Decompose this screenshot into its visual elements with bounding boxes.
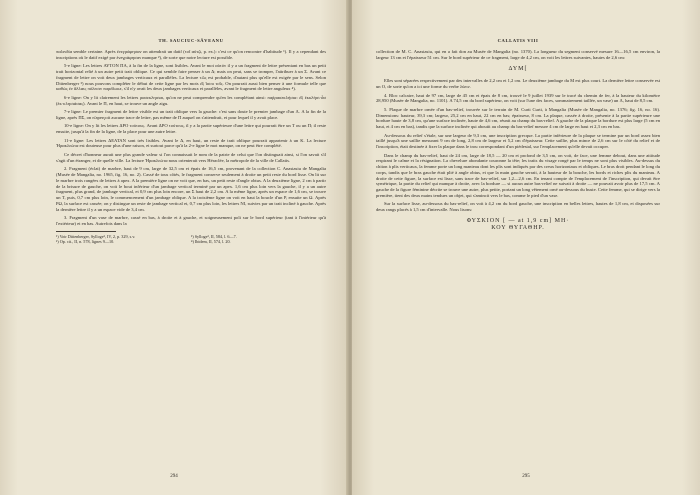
left-paragraph: 10-e ligne: On y lit les lettres ΔΡΟ τούτους. Avant ΔΡΟ τούτους, il y a la partie supérieure d'une lettre qui pourrait être un Τ ou un Π; il reste ensuite, jusqu'à la fin de la ligne, de la place pour une autre lettre. [56,123,326,135]
right-paragraph: Au-dessous du relief s'étale, sur une largeur de 9,3 cm, une inscription grecque. La partie inférieure de la plaque se termine par un bord assez bien taillé jusqu'à une saillie mesurant 9 cm de long, 2,8 cm de largeur et 5,2 cm d'épaisseur. Cette saillie, plus mince de 2,6 cm sur le côté du relief et de l'inscription, était destinée à fixer la plaque dans le trou correspondant d'un piédestal, sur l'emplacement qu'elle devait occuper. [376,132,660,150]
right-paragraph: Elles sont séparées respectivement par des intervalles de 2,2 cm et 1,2 cm. Le deuxième jambage du Μ est plus court. La dernière lettre conservée est un Ο, de sorte qu'on a ici une forme du verbe λύειν. [376,78,660,89]
footnote: ¹) Voir Dittenberger, Sylloge³, IV, 2, p. 329, s.v. [56,233,136,239]
left-paragraph: 5-e ligne: Les lettres ΑΥΤΟΝ ΠΑ, à la fin de la ligne, sont lisibles. Avant le mot αὐτόν il y a un fragment de lettre présentant en bas un petit trait horizontal relié à un autre petit trait oblique. Ce qui semble faire penser à un Δ; mais on peut, sans se tromper, l'attribuer à un Σ. Avant ce fragment de lettre on voit deux jambages verticaux et parallèles. La lecture τῶς est probable, d'autant plus qu'elle est exigée par le sens. Selon Dittenberger ³) nous pouvons compléter le début de cette ligne par les mots ἐξ ἴσου τοῖς. On pourrait aussi bien penser à une formule telle que καθὼς ἐν ἄλλαις πόλεσιν παρέδωκε, s'il n'y avait les deux jambages verticaux et parallèles, avant le fragment de lettre anguleux ⁴). [56,63,326,92]
left-paragraph: 3. Fragment d'un vase de marbre, cassé en bas, à droite et à gauche, et soigneusement poli sur le bord supérieur (tant à l'intérieur qu'à l'extérieur) et en bas. Autrefois dans la [56,215,326,226]
footnote: ³) Sylloge³, II, 584, l. 6—7. [191,233,237,239]
greek-inscription: ΦΥΣΚΙΟΝ [ — at 1,9 cm] ΜΗ· [466,217,570,224]
left-paragraph: Ce décret d'honneur aurait une plus grande valeur si l'on connaissait le nom de la patrie de celui que l'on distinguait ainsi, si l'on savait s'il s'agit d'un étranger, et de quelle ville. La lecture Ἡρακλεώτα nous orienterait vers Héraclée, la métropole de la ville de Callatis. [56,152,326,163]
right-page [352,0,700,495]
footnote-row [56,239,326,244]
right-running-header: CALLATIS VIII [497,38,539,43]
left-paragraph: 2. Fragment (éclat) de marbre, haut de 9 cm, large de 32,5 cm et épais de 16,5 cm, provenant de la collection C. Anastasiu de Mangalia (Musée de Mangalia, no. 1965, fig. 16, no. 2). Cassé de tous côtés, le fragment conserve seulement à droite un petit reste du bord lisse. On lit sur le marbre trois rangées de lettres à apex. A la première ligne on ne voit que, en bas, un petit reste d'angle obtus. A la deuxième ligne, 2 cm à partir de la brisure de gauche, on voit le bout inférieur d'un jambage vertical terminé par un apex. 1,6 cm plus loin vers la gauche, il y a un autre fragment, plus grand, de jambage vertical, et 0,9 cm plus loin encore, un Σ haut de 2,2 cm. A la même ligne, après un espace de 1,6 cm, se trouve un Τ, puis, 0,7 cm plus loin, le commencement d'un jambage oblique. A la troisième ligne on voit en haut la boucle d'un Ρ, ensuite un Ω. Après ΡΩ, la surface est cassée; on y distingue un reste de jambage vertical et, 0,7 cm plus loin, les lettres ΝΙ, suivies par un trait incliné à gauche. Après la dernière lettre il y a un espace vide de 3,4 cm. [56,166,326,212]
left-paragraph: παλινδία semble certaine. Après ἐνεγράφησαν on attendrait un datif (τοῖ αὐτῷ, p. ex.): c'est ce qu'on rencontre d'habitude ¹). Il y a cependant des inscriptions où le datif exigé par ἐνεγράφησαν manque ²), de sorte que notre lecture est possible. [56,49,326,60]
greek-inscription: ΔΥΜ[ [508,65,528,72]
right-paragraph: 5. Plaque de marbre ornée d'un bas-relief, trouvée sur le terrain de M. Curti Curti, à Mangalia (Musée de Mangalia, no. 1376; fig. 16, no. 16). Dimensions: hauteur, 39,3 cm; largeur, 25,2 cm en haut, 22 cm en bas; épaisseur, 8 cm. La plaque, cassée à droite, présente à la partie supérieure une bordure haute de 3,8 cm, qu'une surface inclinée, haute de 4,6 cm, réunit au champ du bas-relief. A gauche de la plaque la bordure est plus large (5 cm en haut, et 4 cm en bas), tandis que la surface inclinée qui aboutit au champ du bas-relief mesure 4 cm de large en haut et 2,3 cm en bas. [376,106,660,130]
left-paragraph: 11-e ligne: Les lettres ΔΕΑΤΑΝ sont très lisibles. Avant le Δ, en haut, un reste de trait oblique pourrait appartenir à un Κ. La lecture Ἡρακλεώτα est douteuse pour plus d'une raison, et surtout parce qu'à la 2-e ligne le mot manque, on ne peut être complété. [56,137,326,149]
greek-inscription: ΚΟΥ ΘΥΓΑΘΗΡ. [491,224,545,231]
left-paragraph: 7-e ligne: Le premier fragment de lettre visible est un trait oblique vers la gauche: c'est sans doute le premier jambage d'un Λ. A la fin de la ligne, après ΠΣ, on n'aperçoit aucune trace de lettre, pas même de Π auquel on s'attendrait, et pour lequel il y avait place. [56,109,326,120]
footnote: ²) Op. cit., II, n. 578, lignes 9—10. [56,238,115,244]
right-page-number: 295 [522,474,530,479]
left-page-number: 294 [170,474,178,479]
left-paragraph: 6-e ligne: On y lit clairement les lettres ρασεκλησιαι, qu'on ne peut comprendre qu'en les complétant ainsi: παῤρασεκλήσια: ἐξ ἐκκλήσι·ἆσ (ἐκ·κλησιάσας). Avant le Π, en haut, se trouve un angle aigu. [56,94,326,106]
right-paragraph: Sur la surface lisse, au-dessous du bas-relief, on voit à 4,2 cm du bord gauche, une inscription en belles lettres, hautes de 1,8 cm, et disposées sur deux rangs placés à 1,5 cm d'intervalle. Nous lisons: [376,201,660,213]
left-page [0,0,348,495]
right-paragraph: 4. Bloc calcaire, haut de 97 cm, large de 45 cm et épais de 8 cm, trouvé le 9 juillet 1939 sur le tracé du chemin de fer, à la hauteur du kilomètre 28,950 (Musée de Mangalia, no. 1101). A 74,5 cm du bord supérieur, on voit (sur l'une des faces, sommairement taillée, un vase) un Λ, haut de 8,5 cm. [376,92,660,104]
right-paragraph: Dans le champ du bas-relief, haut de 24 cm, large de 18,5 — 20 cm et profond de 3,5 cm, on voit, de face, une femme debout, dans une attitude respirant le calme et la résignation. La chevelure abondante couronne la tête; les traits du visage rongé par le temps ne sont plus visibles. Au-dessus du chiton à plis verticaux, la femme porte un long manteau dont les plis sont indiqués par des creux horizontaux et obliques. Le bras droit pendant le long du corps, tandis que le bras gauche était plié à angle obtus, et que la main gauche serrait, à la hauteur de la bouche, les bords et riches plis du manteau. A droite de cette figure, la surface est lisse, sans trace de bas-relief, sur 1,2—2,6 cm. En tenant compte de l'emplacement de l'inscription, qui devait être symétrique, la partie du relief qui manque à droite, avec la bordure — si aucun autre bas-relief ne suivait à droite — ne pouvait avoir plus de 17,5 cm. A gauche de la figure féminine décrite se trouve une autre, plus petite, portant un long vêtement orné au-dessous du buste. Cette femme, qui se dirige vers la première, tient des deux mains tendues un objet, qui s'amincit vers le bas, comme le pied d'un vase. [376,152,660,198]
left-body [56,49,326,244]
left-running-header: TH. SAUCIUC-SĂVEANU [158,38,224,43]
footnote-rule [56,231,116,232]
right-paragraph: collection de M. C. Anastasiu, qui en a fait don au Musée de Mangalia (no. 1370). La longueur du segment conservé mesure 16—16,5 cm environ, la largeur 13 cm et l'épaisseur 51 cm. Sur le bord supérieur de ce fragment, large de 4,2 cm, on voit les lettres suivantes, hautes de 2,6 cm: [376,49,660,60]
footnote: ⁴) Ibidem, II, 574, l. 20. [191,238,231,244]
right-body [376,49,660,231]
